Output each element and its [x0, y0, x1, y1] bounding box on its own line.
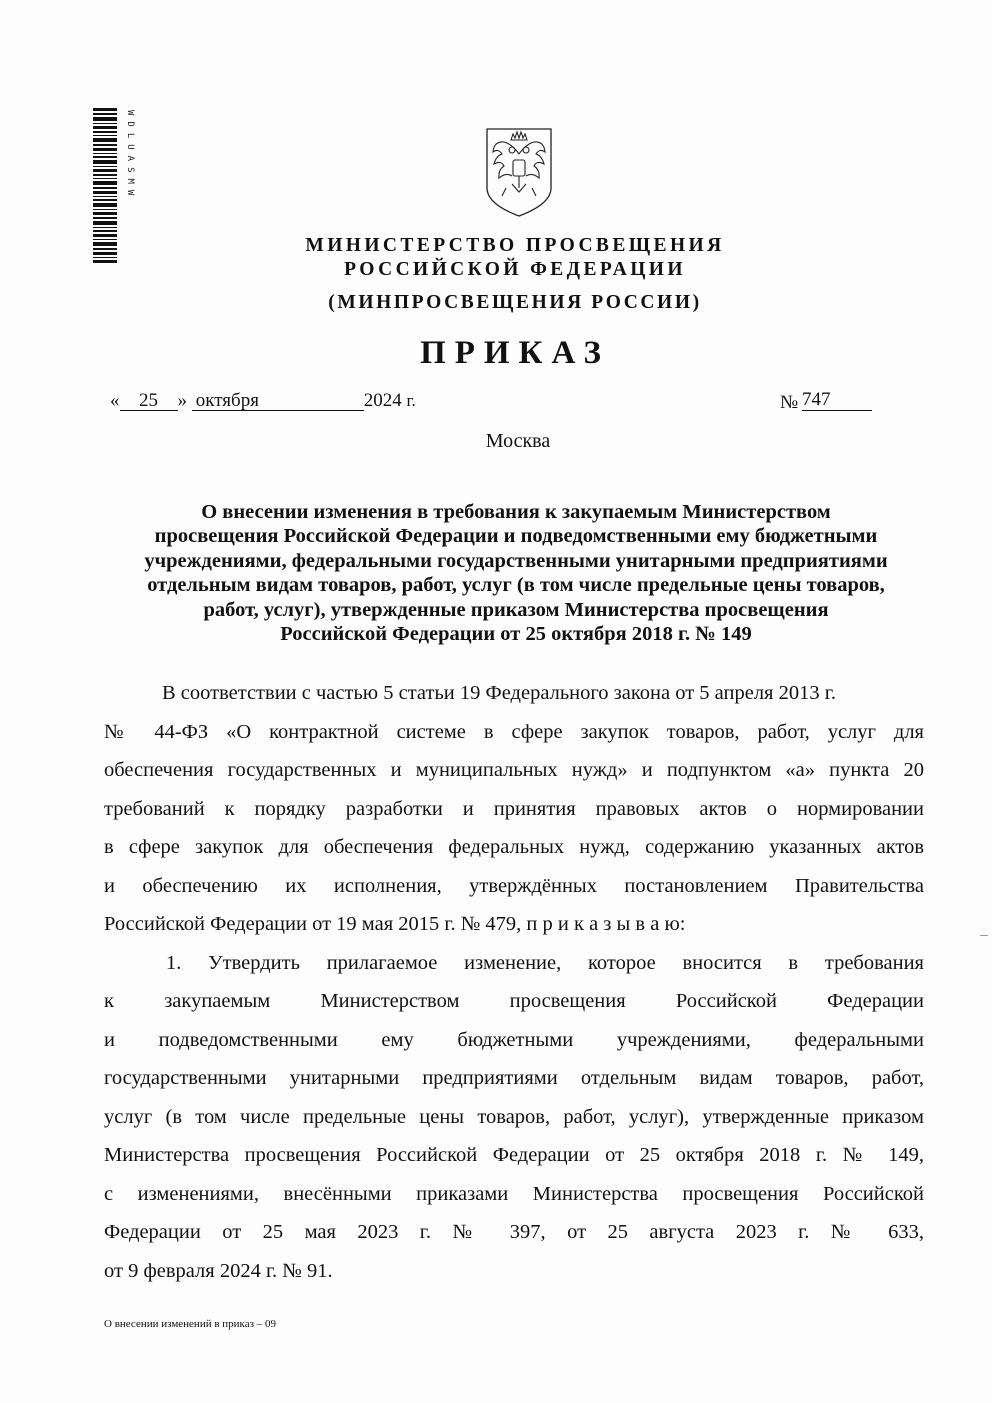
title-line: Российской Федерации от 25 октября 2018 г. № 149 [280, 623, 752, 646]
title-line: просвещения Российской Федерации и подведомственными ему бюджетными [154, 525, 878, 548]
body-line: услуг (в том числе предельные цены товаров, работ, услуг), утвержденные приказом [104, 1106, 924, 1128]
order-number-label: № [780, 392, 799, 413]
order-title [104, 500, 928, 646]
ministry-name-line1: МИНИСТЕРСТВО ПРОСВЕЩЕНИЯ [305, 235, 725, 256]
body-line: государственными унитарными предприятиями отдельным видам товаров, работ, [104, 1067, 924, 1089]
ministry-short-name: (МИНПРОСВЕЩЕНИЯ РОССИИ) [328, 292, 702, 313]
coat-of-arms-icon [484, 126, 554, 218]
body-line: к закупаемым Министерством просвещения Российской Федерации [104, 990, 924, 1012]
body-line: с изменениями, внесёнными приказами Министерства просвещения Российской [104, 1183, 924, 1205]
barcode-caption: WDLUASMW [125, 110, 135, 202]
body-line: Российской Федерации от 19 мая 2015 г. № 479, п р и к а з ы в а ю: [104, 913, 686, 935]
body-line: требований к порядку разработки и принятия правовых актов о нормировании [104, 798, 924, 820]
city: Москва [485, 430, 551, 452]
body-line: 1. Утвердить прилагаемое изменение, которое вносится в требования [166, 952, 924, 974]
body-line: Министерства просвещения Российской Федерации от 25 октября 2018 г. № 149, [104, 1144, 924, 1166]
title-line: отдельным видам товаров, работ, услуг (в том числе предельные цены товаров, [147, 574, 885, 597]
date-year: 2024 [363, 390, 402, 411]
title-line: работ, услуг), утвержденные приказом Министерства просвещения [203, 598, 829, 621]
title-line: О внесении изменения в требования к закупаемым Министерством [201, 501, 831, 523]
body-line: Федерации от 25 мая 2023 г. № 397, от 25 августа 2023 г. № 633, [104, 1221, 924, 1243]
body-line: и обеспечению их исполнения, утверждённых постановлением Правительства [104, 875, 924, 897]
barcode-image [93, 108, 117, 264]
date-close-quote: » [177, 390, 187, 411]
body-line: в сфере закупок для обеспечения федеральных нужд, содержанию указанных актов [104, 836, 924, 858]
body-line: и подведомственными ему бюджетными учреждениями, федеральными [104, 1029, 924, 1051]
document-type-title: ПРИКАЗ [420, 335, 610, 371]
footer-note: О внесении изменений в приказ – 09 [104, 1318, 276, 1330]
date-day: 25 [120, 391, 178, 411]
ministry-name-line2: РОССИЙСКОЙ ФЕДЕРАЦИИ [344, 259, 686, 280]
body-line: № 44-ФЗ «О контрактной системе в сфере закупок товаров, работ, услуг для [104, 721, 924, 743]
body-line: обеспечения государственных и муниципальных нужд» и подпунктом «а» пункта 20 [104, 759, 924, 781]
date-year-suffix: г. [406, 391, 416, 410]
body-line: от 9 февраля 2024 г. № 91. [104, 1260, 333, 1282]
title-line: учреждениями, федеральными государственными унитарными предприятиями [144, 549, 888, 572]
order-date [110, 390, 416, 412]
scan-edge-mark [980, 935, 988, 936]
order-number: 747 [802, 390, 872, 411]
body-line: В соответствии с частью 5 статьи 19 Федерального закона от 5 апреля 2013 г. [162, 682, 836, 704]
date-open-quote: « [110, 390, 120, 411]
date-month: октября [192, 391, 364, 411]
